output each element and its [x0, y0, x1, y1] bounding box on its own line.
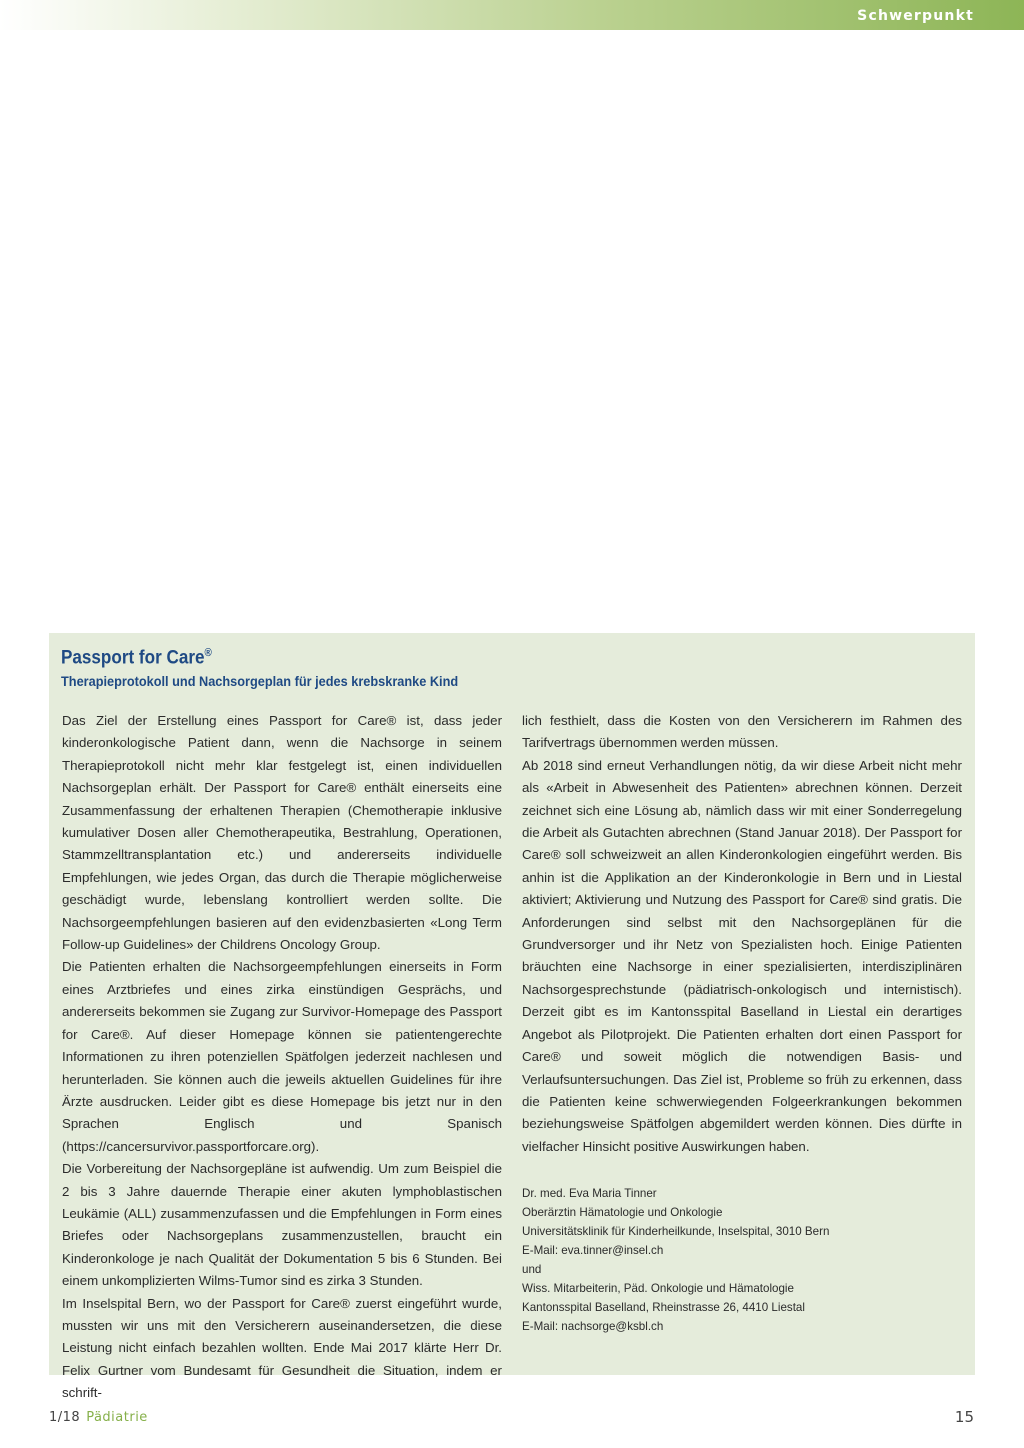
paragraph: Im Inselspital Bern, wo der Passport for Care® zuerst eingeführt wurde, mussten wir uns mit den Versicherern auseinandersetzen, die diese Leistung nicht einfach bezahlen wollten. Ende Mai 2017 klärte Herr Dr. Felix Gurtner vom Bundesamt für Gesundheit die Situation, indem er schrift- — [62, 1295, 502, 1401]
author-institution: Universitätsklinik für Kinderheilkunde, Inselspital, 3010 Bern — [522, 1225, 830, 1238]
coauthor-role: Wiss. Mitarbeiterin, Päd. Onkologie und Hämatologie — [522, 1282, 794, 1295]
author-email: E-Mail: eva.tinner@insel.ch — [522, 1244, 664, 1257]
issue-number: 1/18 — [49, 1410, 81, 1425]
credits-conjunction: und — [522, 1263, 542, 1276]
paragraph: Das Ziel der Erstellung eines Passport for Care® ist, dass jeder kinderonkologische Patient dann, wenn die Nachsorge in seinem Therapieprotokoll nicht mehr klar festgelegt ist, einen individuellen Nachsorgeplan erhält. Der Passport for Care® enthält einerseits eine Zusammenfassung der erhaltenen Therapien (Chemotherapie inklusive kumulativer Dosen aller Chemotherapeutika, Bestrahlung, Operationen, Stammzelltransplantation etc.) und andererseits individuelle Empfehlungen, wie jedes Organ, das durch die Therapie möglicherweise geschädigt wurde, lebenslang kontrolliert werden sollte. Die Nachsorgeempfehlungen basieren auf den evidenzbasierten «Long Term Follow-up Guidelines» der Childrens Oncology Group. — [62, 713, 502, 953]
header-bar — [0, 0, 1024, 30]
author-role: Oberärztin Hämatologie und Onkologie — [522, 1206, 723, 1219]
author-name: Dr. med. Eva Maria Tinner — [522, 1187, 657, 1200]
box-subtitle: Therapieprotokoll und Nachsorgeplan für jedes krebskranke Kind — [61, 673, 459, 689]
paragraph: Die Vorbereitung der Nachsorgepläne ist aufwendig. Um zum Beispiel die 2 bis 3 Jahre dauernde Therapie einer akuten lymphoblastischen Leukämie (ALL) zusammenzufassen und die Empfehlungen in Form eines Briefes oder Nachsorgeplans zusammenzustellen, braucht ein Kinderonkologe je nach Qualität der Dokumentation 5 bis 6 Stunden. Bei einem unkomplizierten Wilms-Tumor sind es zirka 3 Stunden. — [62, 1161, 502, 1289]
paragraph: lich festhielt, dass die Kosten von den Versicherern im Rahmen des Tarifvertrags übernommen werden müssen. — [522, 713, 962, 751]
coauthor-institution: Kantonsspital Baselland, Rheinstrasse 26, 4410 Liestal — [522, 1301, 805, 1314]
magazine-name: Pädiatrie — [86, 1410, 148, 1425]
box-title-text: Passport for Care — [61, 647, 205, 669]
coauthor-email: E-Mail: nachsorge@ksbl.ch — [522, 1320, 664, 1333]
paragraph: Die Patienten erhalten die Nachsorgeempfehlungen einerseits in Form eines Arztbriefes und eines zirka einstündigen Gesprächs, und andererseits bekommen sie Zugang zur Survivor-Homepage des Passport for Care®. Auf dieser Homepage können sie patientengerechte Informationen zu ihren potenziellen Spätfolgen jederzeit nachlesen und herunterladen. Sie können auch die jeweils aktuellen Guidelines für ihre Ärzte ausdrucken. Leider gibt es diese Homepage bis jetzt nur in den Sprachen Englisch und Spanisch (https://cancersurvivor.passportforcare.org). — [62, 959, 502, 1154]
page-number: 15 — [954, 1408, 974, 1426]
paragraph: Ab 2018 sind erneut Verhandlungen nötig, da wir diese Arbeit nicht mehr als «Arbeit in Abwesenheit des Patienten» abrechnen können. Derzeit zeichnet sich eine Lösung ab, nämlich dass wir mit einer Sonderregelung die Arbeit als Gutachten abrechnen (Stand Januar 2018). Der Passport for Care® soll schweizweit an allen Kinderonkologien eingeführt werden. Bis anhin ist die Applikation an der Kinderonkologie in Bern und in Liestal aktiviert; Aktivierung und Nutzung des Passport for Care® sind gratis. Die Anforderungen sind selbst mit den Nachsorgeplänen für die Grundversorger und ihr Netz von Spezialisten hoch. Einige Patienten bräuchten eine Nachsorge in einer spezialisierten, interdisziplinären Nachsorgesprechstunde (pädiatrisch-onkologisch und internistisch). Derzeit gibt es im Kantonsspital Baselland in Liestal ein derartiges Angebot als Pilotprojekt. Die Patienten erhalten dort einen Passport for Care® und soweit möglich die notwendigen Basis- und Verlaufsuntersuchungen. Das Ziel ist, Probleme so früh zu erkennen, dass die Patienten keine schwerwiegenden Folgeerkrankungen bekommen beziehungsweise Spätfolgen abgemildert werden können. Dies dürfte in vielfacher Hinsicht positive Auswirkungen haben. — [522, 757, 962, 1154]
box-title — [61, 647, 212, 669]
registered-mark: ® — [204, 647, 212, 659]
info-box — [49, 633, 975, 1401]
author-credits — [522, 1184, 962, 1336]
left-column — [62, 710, 502, 1405]
right-column — [522, 710, 962, 1158]
footer-issue — [49, 1410, 148, 1425]
section-label: Schwerpunkt — [857, 8, 974, 24]
